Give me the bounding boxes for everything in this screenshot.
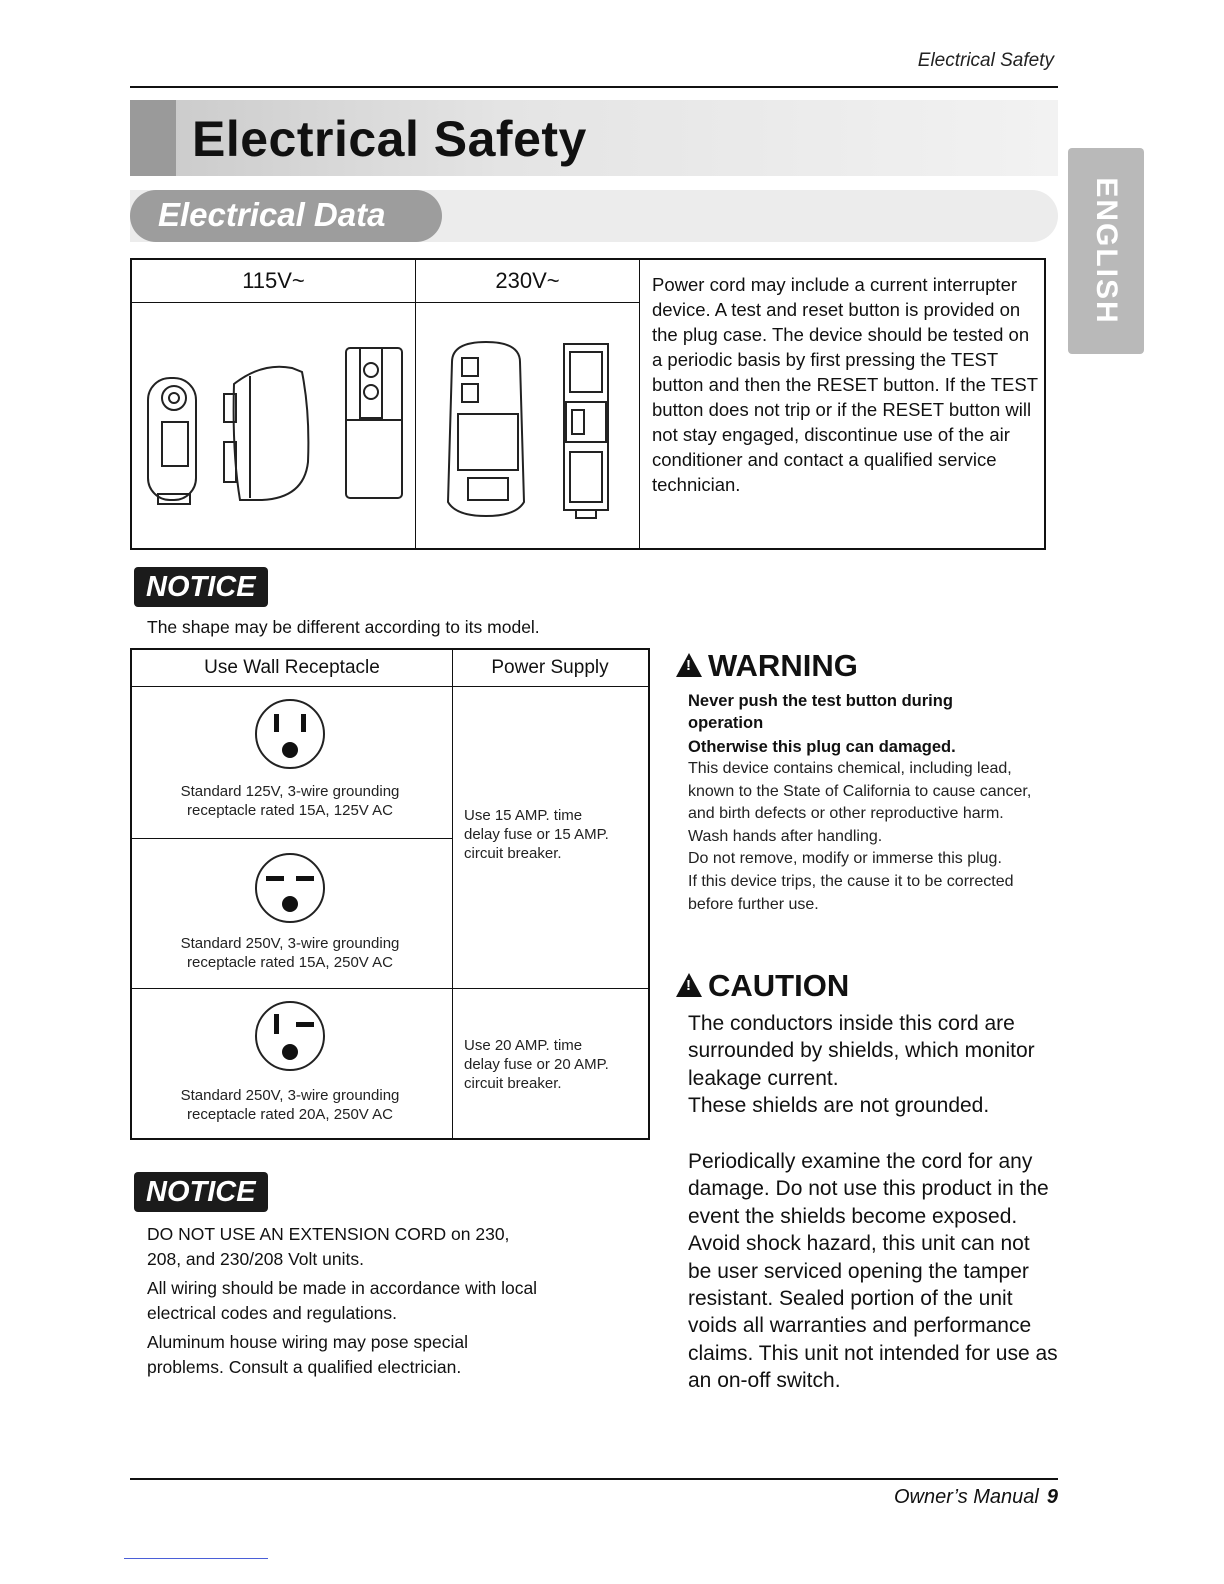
receptacle-table: [130, 648, 650, 1140]
language-tab: [1068, 148, 1144, 354]
notice-line: DO NOT USE AN EXTENSION CORD on 230,: [147, 1224, 510, 1244]
page-title: Electrical Safety: [192, 111, 587, 167]
supply-line: delay fuse or 20 AMP.: [464, 1056, 609, 1073]
warning-bold-line: Otherwise this plug can damaged.: [688, 738, 956, 756]
warning-paragraph: This device contains chemical, including lead, known to the State of California to cause cancer, and birth defects or other reproductive harm.: [688, 760, 1032, 823]
notice-body: [147, 1222, 627, 1380]
warning-triangle-icon: [676, 653, 702, 677]
caption-line: Standard 125V, 3-wire grounding: [180, 783, 400, 800]
power-supply-20a: [464, 1036, 609, 1093]
page-number: 9: [1046, 1486, 1058, 1508]
top-rule: [130, 86, 1058, 88]
running-header: Electrical Safety: [917, 50, 1054, 71]
receptacle-250v-20a-icon: [250, 996, 330, 1076]
column-115v: [132, 260, 416, 548]
header-power-supply: Power Supply: [452, 650, 648, 687]
notice-line: 208, and 230/208 Volt units.: [147, 1249, 364, 1269]
notice-line: Aluminum house wiring may pose special: [147, 1332, 468, 1352]
warning-bold-line: Never push the test button during: [688, 692, 953, 710]
section-pill: [130, 190, 442, 242]
caution-paragraph: These shields are not grounded.: [688, 1094, 990, 1118]
caption-line: receptacle rated 15A, 125V AC: [187, 802, 393, 819]
warning-body: [688, 758, 1058, 916]
column-divider: [452, 650, 453, 1138]
caution-paragraph: The conductors inside this cord are surrounded by shields, which monitor leakage current.: [688, 1012, 1035, 1090]
plug-115v-illustration: [132, 302, 414, 548]
warning-paragraph: Wash hands after handling.: [688, 827, 883, 845]
language-label: ENGLISH: [1090, 177, 1123, 325]
supply-line: Use 20 AMP. time: [464, 1037, 583, 1054]
notice-line: problems. Consult a qualified electrician.: [147, 1357, 462, 1377]
supply-line: Use 15 AMP. time: [464, 807, 583, 824]
row-divider: [132, 988, 648, 989]
caution-body-2: [688, 1148, 1058, 1395]
warning-paragraph: Do not remove, modify or immerse this plug.: [688, 850, 1002, 868]
receptacle-caption: [136, 1086, 444, 1124]
header-wall-receptacle: Use Wall Receptacle: [132, 650, 452, 687]
notice-text: The shape may be different according to its model.: [147, 617, 540, 637]
caption-line: Standard 250V, 3-wire grounding: [180, 1087, 400, 1104]
receptacle-125v-15a-icon: [250, 694, 330, 774]
manual-name: Owner’s Manual: [893, 1486, 1039, 1508]
caution-heading: [676, 968, 849, 1004]
caption-line: receptacle rated 20A, 250V AC: [187, 1106, 393, 1123]
power-supply-15a: [464, 806, 609, 863]
notice-badge: NOTICE: [134, 1172, 268, 1212]
supply-line: circuit breaker.: [464, 1075, 562, 1092]
title-band: [130, 100, 1058, 176]
electrical-data-table: [130, 258, 1046, 550]
caution-paragraph: Periodically examine the cord for any damage. Do not use this product in the event the shields become exposed. Avoid shock hazard, this unit can not be user serviced opening the tamper resistant. Sealed portion of the unit voids all warranties and performance claims. This unit not intended for use as an on-off switch.: [688, 1150, 1058, 1393]
caption-line: receptacle rated 15A, 250V AC: [187, 954, 393, 971]
bottom-rule: [130, 1478, 1058, 1480]
caption-line: Standard 250V, 3-wire grounding: [180, 935, 400, 952]
plug-230v-illustration: [416, 302, 638, 548]
header-115v: 115V~: [132, 260, 415, 303]
notice-line: electrical codes and regulations.: [147, 1303, 398, 1323]
caution-heading-text: CAUTION: [708, 968, 850, 1003]
receptacle-caption: [136, 934, 444, 972]
column-230v: [416, 260, 640, 548]
supply-line: delay fuse or 15 AMP.: [464, 826, 609, 843]
warning-bold-line: operation: [688, 714, 764, 732]
link-underline: [124, 1558, 268, 1559]
section-title: Electrical Data: [158, 196, 386, 233]
caution-triangle-icon: [676, 973, 702, 997]
receptacle-caption: [136, 782, 444, 820]
supply-line: circuit breaker.: [464, 845, 562, 862]
page-footer: [894, 1486, 1058, 1509]
warning-heading-text: WARNING: [708, 648, 858, 683]
notice-badge: NOTICE: [134, 567, 268, 607]
row-divider: [132, 838, 452, 839]
caution-body: [688, 1010, 1058, 1120]
receptacle-250v-15a-icon: [250, 848, 330, 928]
warning-paragraph: If this device trips, the cause it to be corrected before further use.: [688, 872, 1014, 913]
electrical-description: Power cord may include a current interrupter device. A test and reset button is provided on the plug case. The device should be tested on a periodic basis by first pressing the TEST button and then the RESET button. If the TEST button does not trip or if the RESET button will not stay engaged, discontinue use of the air conditioner and contact a qualified service technician.: [652, 274, 1038, 495]
section-band: [130, 190, 1058, 242]
notice-line: All wiring should be made in accordance with local: [147, 1278, 538, 1298]
header-230v: 230V~: [416, 260, 639, 303]
title-mark: [130, 100, 176, 176]
warning-heading: [676, 648, 858, 684]
